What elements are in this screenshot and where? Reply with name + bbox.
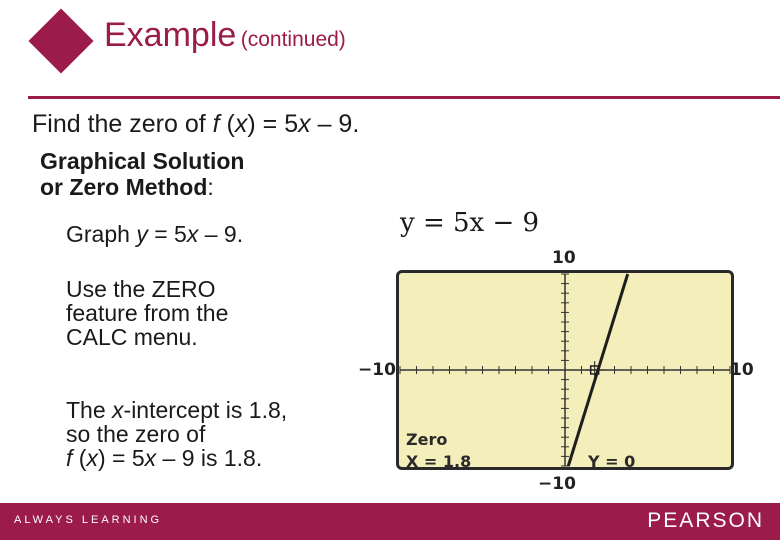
- step-zero-feature: Use the ZERO feature from the CALC menu.: [66, 276, 229, 350]
- graph-title: y = 5x − 9: [400, 208, 540, 238]
- problem-statement: Find the zero of f (x) = 5x – 9.: [32, 110, 360, 138]
- x-min-label: −10: [358, 360, 396, 380]
- footer-brand-logo: PEARSON: [647, 509, 764, 532]
- zero-readout-title: Zero: [406, 430, 448, 449]
- slide-title: [104, 16, 346, 55]
- step-conclusion: The x-intercept is 1.8, so the zero of f (x) = 5x – 9 is 1.8.: [66, 397, 288, 471]
- zero-readout-x: X = 1.8: [406, 452, 472, 471]
- title-diamond-icon: [28, 8, 93, 73]
- title-sub: (continued): [240, 28, 346, 51]
- footer-tagline: ALWAYS LEARNING: [14, 514, 163, 526]
- title-divider: [28, 96, 780, 99]
- x-max-label: 10: [730, 360, 754, 380]
- title-main: Example: [104, 16, 237, 54]
- y-min-label: −10: [538, 474, 576, 494]
- y-max-label: 10: [552, 248, 576, 268]
- footer-bar: [0, 503, 780, 540]
- zero-readout-y: Y = 0: [588, 452, 636, 471]
- method-heading: Graphical Solution or Zero Method:: [40, 148, 245, 200]
- step-graph: Graph y = 5x – 9.: [66, 221, 244, 247]
